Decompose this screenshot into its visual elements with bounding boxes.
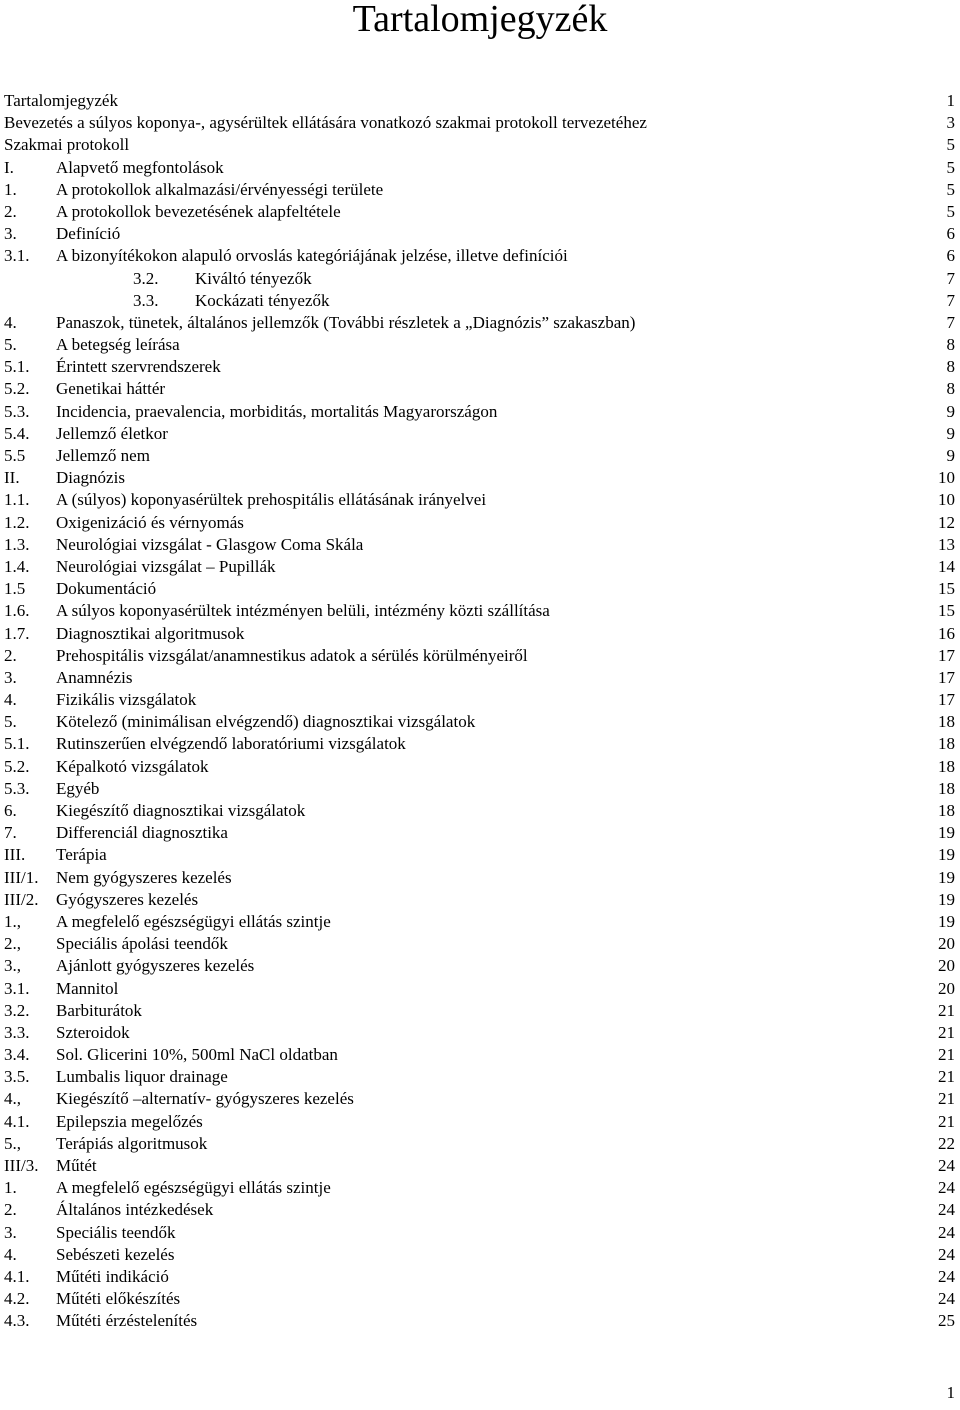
toc-entry-page: 10	[938, 468, 955, 488]
toc-entry-page: 17	[938, 645, 955, 665]
toc-entry-number: 3.1.	[4, 978, 30, 998]
toc-entry-page: 9	[946, 446, 955, 465]
toc-entry-title: Ajánlott gyógyszeres kezelés	[56, 956, 255, 976]
toc-entry-title: Terápiás algoritmusok	[56, 1133, 208, 1153]
toc-entry[interactable]	[0, 889, 960, 911]
toc-entry-number: 5.2.	[4, 379, 30, 399]
toc-entry-number: III.	[4, 845, 26, 865]
toc-entry-title: A (súlyos) koponyasérültek prehospitális ellátásának irányelvei	[56, 490, 487, 510]
toc-entry-title: Panaszok, tünetek, általános jellemzők (További részletek a „Diagnózis” szakaszban)	[56, 312, 636, 332]
toc-entry-title: Egyéb	[56, 778, 100, 798]
toc-entry-title: Oxigenizáció és vérnyomás	[56, 512, 244, 532]
toc-entry-page: 14	[938, 556, 955, 576]
toc-entry-page: 15	[938, 601, 955, 621]
toc-entry-title: Definíció	[56, 224, 121, 244]
toc-entry-title: Általános intézkedések	[56, 1200, 214, 1220]
toc-entry-page: 3	[946, 113, 955, 133]
toc-entry-title: Szakmai protokoll	[4, 135, 130, 155]
toc-entry-title: Nem gyógyszeres kezelés	[56, 867, 232, 887]
toc-entry-page: 21	[938, 1111, 955, 1131]
toc-entry-page: 8	[946, 379, 955, 399]
toc-entry-number: 1.5	[4, 579, 26, 599]
toc-entry[interactable]	[0, 778, 960, 800]
toc-entry[interactable]	[0, 378, 960, 400]
toc-entry-page: 18	[938, 756, 955, 776]
toc-entry[interactable]	[0, 423, 960, 445]
toc-entry-page: 17	[938, 690, 955, 710]
toc-entry-number: 1.7.	[4, 623, 30, 643]
toc-entry-page: 21	[938, 1000, 955, 1020]
toc-entry-number: 5.3.	[4, 778, 30, 798]
toc-entry-page: 7	[946, 268, 955, 288]
toc-entry-number: 5.1.	[4, 357, 30, 377]
toc-entry-title: Műtéti indikáció	[56, 1266, 169, 1286]
toc-entry-title: Incidencia, praevalencia, morbiditás, mortalitás Magyarországon	[56, 401, 498, 421]
toc-entry[interactable]	[0, 489, 960, 511]
toc-entry[interactable]	[0, 578, 960, 600]
toc-entry-page: 17	[938, 667, 955, 687]
toc-entry[interactable]	[0, 201, 960, 223]
toc-entry-number: 1.	[4, 179, 17, 199]
toc-entry-number: 1.	[4, 1178, 17, 1198]
toc-entry-page: 20	[938, 934, 955, 954]
toc-entry-number: 4.	[4, 690, 17, 710]
toc-entry[interactable]	[0, 268, 960, 290]
toc-entry-title: Mannitol	[56, 978, 119, 998]
page-title: Tartalomjegyzék	[352, 0, 608, 40]
toc-entry-title: Gyógyszeres kezelés	[56, 889, 199, 909]
toc-entry-number: 4.,	[4, 1089, 21, 1109]
toc-entry-page: 19	[938, 911, 955, 931]
toc-entry-number: 4.	[4, 312, 17, 332]
toc-entry[interactable]	[0, 645, 960, 667]
toc-entry[interactable]	[0, 623, 960, 645]
toc-entry-page: 9	[946, 401, 955, 421]
toc-entry[interactable]	[0, 667, 960, 689]
toc-entry-title: Speciális ápolási teendők	[56, 934, 228, 954]
page-number: 1	[946, 1383, 955, 1402]
toc-entry-title: A megfelelő egészségügyi ellátás szintje	[56, 1178, 331, 1198]
toc-entry-number: 3.	[4, 667, 17, 687]
toc-entry[interactable]	[0, 822, 960, 844]
toc-entry-title: Szteroidok	[56, 1022, 130, 1042]
toc-entry-number: III/2.	[4, 889, 39, 909]
toc-entry-page: 24	[938, 1200, 955, 1220]
toc-entry-number: 3.5.	[4, 1067, 30, 1087]
toc-entry-page: 25	[938, 1311, 955, 1331]
toc-entry[interactable]	[0, 445, 960, 467]
toc-entry-title: Dokumentáció	[56, 579, 157, 599]
toc-entry-page: 7	[946, 312, 955, 332]
toc-entry-title: Jellemző életkor	[56, 423, 168, 443]
toc-entry[interactable]	[0, 556, 960, 578]
toc-entry-title: Epilepszia megelőzés	[56, 1111, 203, 1131]
toc-entry-title: Tartalomjegyzék	[4, 91, 118, 110]
toc-entry-number: 4.	[4, 1244, 17, 1264]
toc-entry-title: Terápia	[56, 845, 107, 865]
toc-entry[interactable]	[0, 1288, 960, 1310]
toc-entry-title: Fizikális vizsgálatok	[56, 690, 197, 710]
toc-entry-page: 22	[938, 1133, 955, 1153]
toc-entry-title: A betegség leírása	[56, 335, 180, 355]
toc-entry-number: 5.	[4, 335, 17, 355]
toc-entry-number: 3.	[4, 224, 17, 244]
toc-entry-title: Képalkotó vizsgálatok	[56, 756, 209, 776]
toc-entry[interactable]	[0, 933, 960, 955]
toc-entry-title: Genetikai háttér	[56, 379, 166, 399]
toc-entry[interactable]	[0, 245, 960, 267]
toc-entry-page: 1	[946, 91, 955, 110]
toc-entry[interactable]	[0, 1222, 960, 1244]
toc-entry-title: Jellemző nem	[56, 446, 150, 465]
toc-entry[interactable]	[0, 733, 960, 755]
toc-entry[interactable]	[0, 1155, 960, 1177]
toc-entry-page: 8	[946, 335, 955, 355]
toc-entry[interactable]	[0, 179, 960, 201]
toc-entry-number: III/1.	[4, 867, 39, 887]
toc-entry[interactable]	[0, 1066, 960, 1088]
toc-entry-page: 5	[946, 201, 955, 221]
toc-entry-page: 24	[938, 1266, 955, 1286]
toc-entry-number: 2.	[4, 1200, 17, 1220]
toc-entry-title: A bizonyítékokon alapuló orvoslás kategóriájának jelzése, illetve definíciói	[56, 246, 568, 266]
toc-entry-title: A súlyos koponyasérültek intézményen belüli, intézmény közti szállítása	[56, 601, 550, 621]
toc-entry[interactable]	[0, 844, 960, 866]
toc-entry-page: 24	[938, 1222, 955, 1242]
toc-entry-page: 24	[938, 1289, 955, 1309]
toc-entry-title: Prehospitális vizsgálat/anamnestikus adatok a sérülés körülményeiről	[56, 645, 528, 665]
toc-entry[interactable]	[0, 600, 960, 622]
toc-entry[interactable]	[0, 1022, 960, 1044]
toc-entry-page: 18	[938, 712, 955, 732]
toc-entry-number: I.	[4, 157, 14, 177]
toc-entry-number: 5.5	[4, 446, 26, 465]
toc-entry[interactable]	[0, 290, 960, 312]
toc-entry-page: 20	[938, 978, 955, 998]
toc-entry-page: 24	[938, 1244, 955, 1264]
toc-entry-page: 21	[938, 1067, 955, 1087]
toc-entry-title: Kiegészítő diagnosztikai vizsgálatok	[56, 801, 306, 820]
toc-entry-title: Kiváltó tényezők	[195, 268, 312, 288]
toc-entry-page: 5	[946, 135, 955, 155]
toc-entry-number: 3.3.	[4, 1022, 30, 1042]
toc-entry-title: A megfelelő egészségügyi ellátás szintje	[56, 911, 331, 931]
toc-entry[interactable]	[0, 1310, 960, 1332]
toc-entry-title: Lumbalis liquor drainage	[56, 1067, 228, 1087]
toc-entry-number: 1.,	[4, 911, 21, 931]
toc-entry-number: 5.,	[4, 1133, 21, 1153]
toc-entry[interactable]	[0, 1044, 960, 1066]
toc-entry[interactable]	[0, 911, 960, 933]
toc-entry-title: Bevezetés a súlyos koponya-, agysérültek ellátására vonatkozó szakmai protokoll tervezetéhez	[4, 113, 647, 133]
toc-entry-page: 8	[946, 357, 955, 377]
toc-entry-number: 1.3.	[4, 534, 30, 554]
toc-entry-page: 16	[938, 623, 955, 643]
toc-entry-page: 18	[938, 778, 955, 798]
toc-entry-page: 9	[946, 423, 955, 443]
toc-entry-title: Kiegészítő –alternatív- gyógyszeres kezelés	[56, 1089, 354, 1109]
toc-entry-title: Műtéti előkészítés	[56, 1289, 181, 1309]
toc-entry-number: 4.1.	[4, 1111, 30, 1131]
toc-entry-title: Kötelező (minimálisan elvégzendő) diagnosztikai vizsgálatok	[56, 712, 476, 732]
toc-entry[interactable]	[0, 1133, 960, 1155]
toc-entry-title: Diagnózis	[56, 468, 125, 488]
toc-entry-title: Speciális teendők	[56, 1222, 176, 1242]
toc-entry-title: Neurológiai vizsgálat - Glasgow Coma Skála	[56, 534, 364, 554]
toc-entry[interactable]	[0, 800, 960, 822]
toc-entry-page: 21	[938, 1022, 955, 1042]
toc-entry-number: 5.	[4, 712, 17, 732]
toc-entry-title: A protokollok alkalmazási/érvényességi területe	[56, 179, 384, 199]
toc-entry-number: 2.,	[4, 934, 21, 954]
toc-entry-page: 18	[938, 801, 955, 820]
toc-entry-page: 19	[938, 889, 955, 909]
toc-entry-title: Diagnosztikai algoritmusok	[56, 623, 245, 643]
toc-entry-page: 7	[946, 290, 955, 310]
toc-entry-title: Sebészeti kezelés	[56, 1244, 175, 1264]
toc-entry-number: 4.1.	[4, 1266, 30, 1286]
toc-entry[interactable]	[0, 978, 960, 1000]
toc-entry-title: Sol. Glicerini 10%, 500ml NaCl oldatban	[56, 1045, 338, 1065]
toc-entry-page: 21	[938, 1089, 955, 1109]
toc-entry[interactable]	[0, 134, 960, 156]
toc-entry-number: 6.	[4, 801, 17, 820]
toc-entry-title: Érintett szervrendszerek	[56, 357, 221, 377]
toc-entry[interactable]	[0, 223, 960, 245]
toc-entry-number: 3.	[4, 1222, 17, 1242]
toc-entry-number: 5.3.	[4, 401, 30, 421]
toc-entry-title: Differenciál diagnosztika	[56, 823, 228, 843]
toc-entry-page: 19	[938, 845, 955, 865]
toc-entry-page: 5	[946, 179, 955, 199]
toc-entry[interactable]	[0, 1000, 960, 1022]
toc-entry[interactable]	[0, 512, 960, 534]
toc-entry-title: Rutinszerűen elvégzendő laboratóriumi vizsgálatok	[56, 734, 406, 754]
toc-entry-number: 3.,	[4, 956, 21, 976]
toc-entry[interactable]	[0, 334, 960, 356]
toc-entry-number: II.	[4, 468, 20, 488]
toc-entry-page: 5	[946, 157, 955, 177]
toc-entry-page: 10	[938, 490, 955, 510]
toc-entry-page: 12	[938, 512, 955, 532]
toc-entry[interactable]	[0, 1244, 960, 1266]
toc-entry-number: 3.2.	[4, 1000, 30, 1020]
toc-entry[interactable]	[0, 1177, 960, 1199]
toc-entry-page: 19	[938, 823, 955, 843]
toc-entry[interactable]	[0, 157, 960, 179]
toc-entry-page: 19	[938, 867, 955, 887]
toc-entry[interactable]	[0, 1088, 960, 1110]
toc-entry-number: 1.2.	[4, 512, 30, 532]
toc-entry-number: 3.1.	[4, 246, 30, 266]
toc-entry-title: Barbiturátok	[56, 1000, 142, 1020]
toc-entry[interactable]	[0, 312, 960, 334]
toc-entry[interactable]	[0, 356, 960, 378]
toc-entry-number: 5.4.	[4, 423, 30, 443]
toc-entry-title: A protokollok bevezetésének alapfeltétele	[56, 201, 341, 221]
toc-entry-title: Műtét	[56, 1156, 97, 1175]
toc-entry-number: 4.2.	[4, 1289, 30, 1309]
toc-entry[interactable]	[0, 401, 960, 423]
toc-entry-title: Kockázati tényezők	[195, 290, 330, 310]
toc-entry[interactable]	[0, 756, 960, 778]
toc-entry[interactable]	[0, 867, 960, 889]
toc-entry-number: 5.2.	[4, 756, 30, 776]
toc-entry[interactable]	[0, 955, 960, 977]
toc-entry-page: 24	[938, 1178, 955, 1198]
toc-entry-page: 18	[938, 734, 955, 754]
toc-entry[interactable]	[0, 1199, 960, 1221]
toc-entry-number: 3.4.	[4, 1045, 30, 1065]
toc-entry[interactable]	[0, 467, 960, 489]
toc-entry-number: 1.1.	[4, 490, 30, 510]
toc-entry-number: III/3.	[4, 1156, 39, 1175]
toc-entry-number: 7.	[4, 823, 17, 843]
toc-entry-title: Neurológiai vizsgálat – Pupillák	[56, 556, 276, 576]
toc-entry[interactable]	[0, 534, 960, 556]
toc-entry-page: 24	[938, 1156, 955, 1175]
toc-entry[interactable]	[0, 711, 960, 733]
toc-entry-page: 20	[938, 956, 955, 976]
toc-entry-number: 1.6.	[4, 601, 30, 621]
toc-entry-number: 2.	[4, 201, 17, 221]
toc-entry-page: 21	[938, 1045, 955, 1065]
toc-entry[interactable]	[0, 90, 960, 112]
toc-entry-title: Anamnézis	[56, 667, 133, 687]
toc-entry-number: 3.3.	[133, 290, 159, 310]
toc-entry-page: 6	[946, 246, 955, 266]
toc-entry-number: 4.3.	[4, 1311, 30, 1331]
toc-entry[interactable]	[0, 112, 960, 134]
table-of-contents	[0, 90, 960, 1333]
toc-entry[interactable]	[0, 689, 960, 711]
toc-entry-title: Műtéti érzéstelenítés	[56, 1311, 198, 1331]
toc-entry-title: Alapvető megfontolások	[56, 157, 224, 177]
toc-entry-number: 3.2.	[133, 268, 159, 288]
toc-entry-page: 15	[938, 579, 955, 599]
toc-entry-number: 1.4.	[4, 556, 30, 576]
toc-entry-page: 13	[938, 534, 955, 554]
toc-entry[interactable]	[0, 1266, 960, 1288]
toc-entry[interactable]	[0, 1111, 960, 1133]
toc-entry-number: 5.1.	[4, 734, 30, 754]
toc-entry-number: 2.	[4, 645, 17, 665]
toc-entry-page: 6	[946, 224, 955, 244]
